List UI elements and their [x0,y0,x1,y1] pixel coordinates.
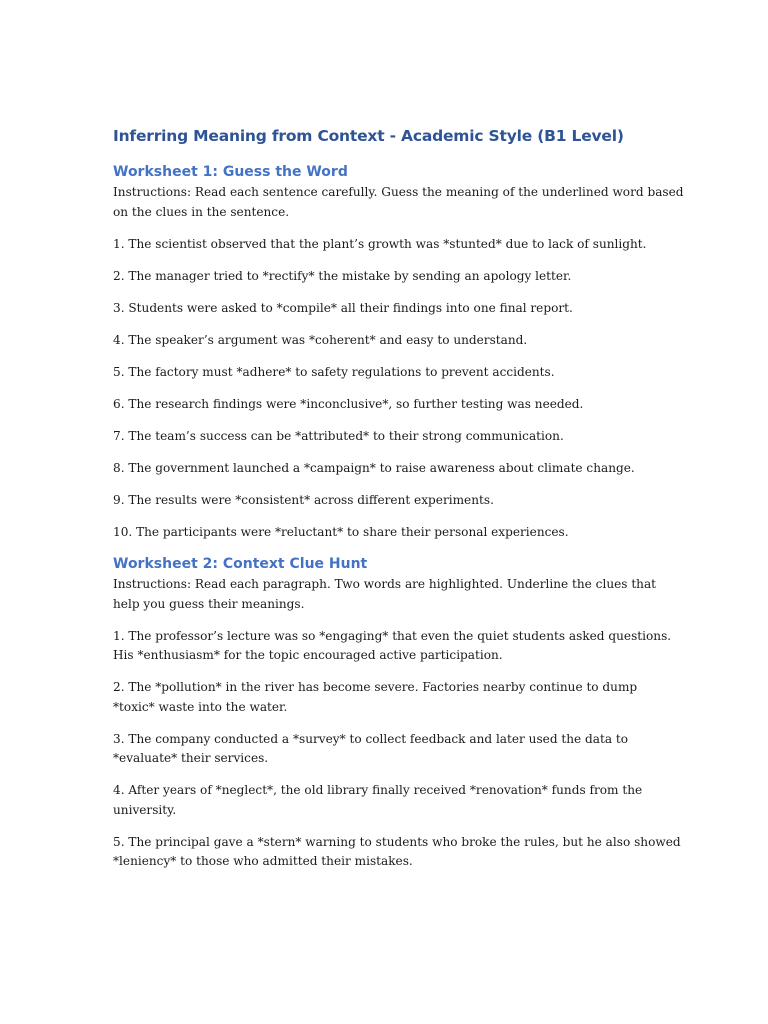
worksheet-1-item: 9. The results were *consistent* across different experiments. [113,492,494,507]
document-title: Inferring Meaning from Context - Academic Style (B1 Level) [113,127,624,145]
item-line: 4. After years of *neglect*, the old library finally received *renovation* funds from the [113,783,643,797]
worksheet-1-item: 8. The government launched a *campaign* to raise awareness about climate change. [113,460,635,475]
item-line: 3. The company conducted a *survey* to collect feedback and later used the data to [113,731,629,746]
worksheet-1-item: 5. The factory must *adhere* to safety regulations to prevent accidents. [113,364,555,379]
instructions-line: Instructions: Read each sentence carefully. Guess the meaning of the underlined word based [113,185,684,199]
item-line: 2. The *pollution* in the river has become severe. Factories nearby continue to dump [113,680,638,694]
worksheet-1-item: 3. Students were asked to *compile* all their findings into one final report. [113,300,573,315]
worksheet-2-item [113,627,672,666]
worksheet-2-item [113,730,658,769]
worksheet-1-item: 7. The team’s success can be *attributed* to their strong communication. [113,428,564,443]
item-line: university. [113,802,177,817]
worksheet-1-item: 2. The manager tried to *rectify* the mistake by sending an apology letter. [113,268,572,283]
worksheet-1-instructions [113,183,684,222]
item-line: *evaluate* their services. [113,751,269,765]
worksheet-1-item: 10. The participants were *reluctant* to share their personal experiences. [113,524,569,539]
worksheet-2-heading: Worksheet 2: Context Clue Hunt [113,556,368,572]
worksheet-1-item: 1. The scientist observed that the plant’s growth was *stunted* due to lack of sunlight. [113,236,647,251]
worksheet-2-item [113,781,658,820]
worksheet-2-item [113,678,658,717]
instructions-line: Instructions: Read each paragraph. Two words are highlighted. Underline the clues that [113,577,657,591]
item-line: 1. The professor’s lecture was so *engaging* that even the quiet students asked questions. [113,628,672,643]
worksheet-2-item [113,833,681,872]
item-line: 5. The principal gave a *stern* warning to students who broke the rules, but he also showed [113,834,681,849]
instructions-line: on the clues in the sentence. [113,204,290,219]
item-line: His *enthusiasm* for the topic encouraged active participation. [113,648,503,662]
worksheet-1-item: 6. The research findings were *inconclusive*, so further testing was needed. [113,396,584,411]
worksheet-2-instructions [113,575,658,614]
item-line: *leniency* to those who admitted their mistakes. [113,854,413,868]
instructions-line: help you guess their meanings. [113,596,305,611]
worksheet-1-item: 4. The speaker’s argument was *coherent* and easy to understand. [113,332,528,347]
item-line: *toxic* waste into the water. [113,699,288,714]
worksheet-1-heading: Worksheet 1: Guess the Word [113,164,348,180]
document-page [113,124,684,872]
